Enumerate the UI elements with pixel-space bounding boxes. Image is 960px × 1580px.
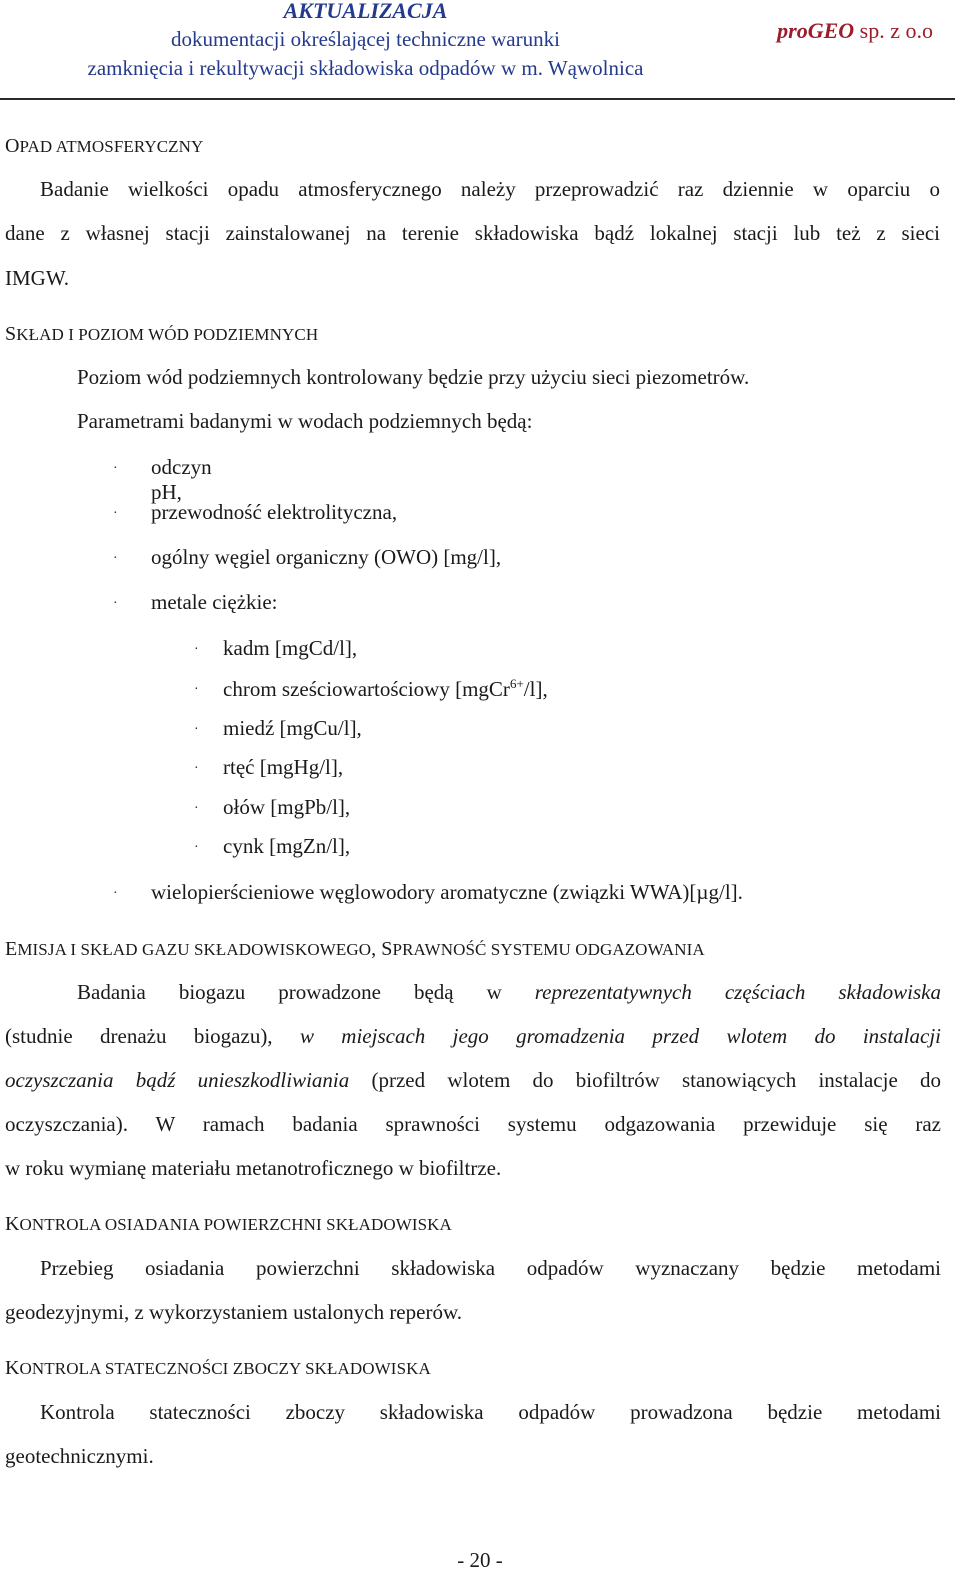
bullet-dot: · — [194, 682, 199, 697]
section-heading-groundwater — [5, 323, 318, 346]
header-subtitle-2: zamknięcia i rekultywacji składowiska odpadów w m. Wąwolnica — [87, 56, 644, 80]
heading-initial: K — [5, 1357, 20, 1379]
paragraph-line: Poziom wód podziemnych kontrolowany będzie przy użyciu sieci piezometrów. — [77, 365, 750, 389]
paragraph-line: IMGW. — [5, 266, 69, 290]
chrom-text: chrom sześciowartościowy [mgCr — [223, 677, 510, 701]
heading-initial: O — [5, 135, 20, 157]
list-item-text: ogólny węgiel organiczny (OWO) [mg/l], — [151, 545, 502, 569]
header-title: AKTUALIZACJA — [283, 0, 448, 23]
heading-rest: MISJA I SKŁAD GAZU SKŁADOWISKOWEGO — [17, 940, 372, 959]
paragraph-line — [5, 1024, 941, 1049]
heading-initial: , S — [371, 938, 393, 960]
bullet-dot: · — [194, 801, 199, 816]
section-heading-gas — [5, 938, 705, 961]
list-item-text: miedź [mgCu/l], — [223, 716, 362, 740]
header-subtitle-1: dokumentacji określającej techniczne warunki — [171, 27, 560, 51]
paragraph-line — [5, 1068, 941, 1093]
heading-initial: S — [5, 323, 17, 345]
company-suffix: sp. z o.o — [854, 18, 933, 43]
heading-initial: E — [5, 938, 18, 960]
list-item-text — [223, 676, 548, 702]
paragraph-line: geotechnicznymi. — [5, 1444, 154, 1468]
paragraph-line: Parametrami badanymi w wodach podziemnych będą: — [77, 409, 533, 433]
bullet-dot: · — [194, 840, 199, 855]
heading-rest: PRAWNOŚĆ SYSTEMU ODGAZOWANIA — [392, 940, 705, 959]
paragraph-line: oczyszczania). W ramach badania sprawności systemu odgazowania przewiduje się raz — [5, 1112, 941, 1136]
page-header — [0, 0, 955, 100]
list-item-text: kadm [mgCd/l], — [223, 636, 358, 660]
heading-rest: KŁAD I POZIOM WÓD PODZIEMNYCH — [16, 325, 319, 344]
bullet-dot: · — [113, 596, 118, 611]
paragraph-line: dane z własnej stacji zainstalowanej na terenie składowiska bądź lokalnej stacji lub też z sieci — [5, 221, 940, 245]
bullet-dot: · — [113, 886, 118, 901]
list-item-text: odczyn pH, — [151, 455, 212, 504]
bullet-dot: · — [113, 551, 118, 566]
heading-initial: K — [5, 1213, 20, 1235]
italic-run: oczyszczania bądź unieszkodliwiania — [5, 1068, 350, 1092]
section-heading-stability — [5, 1357, 431, 1380]
paragraph-line: w roku wymianę materiału metanotroficznego w biofiltrze. — [5, 1156, 502, 1180]
text-run: (przed wlotem do biofiltrów stanowiących instalacje do — [349, 1068, 941, 1092]
text-run: (studnie drenażu biogazu), — [5, 1024, 300, 1048]
bullet-dot: · — [113, 461, 118, 476]
paragraph-line: Przebieg osiadania powierzchni składowiska odpadów wyznaczany będzie metodami — [40, 1256, 941, 1280]
chrom-superscript: 6+ — [509, 676, 524, 691]
paragraph-line — [77, 980, 941, 1005]
list-item-text: metale ciężkie: — [151, 590, 278, 614]
paragraph-line: Badanie wielkości opadu atmosferycznego należy przeprowadzić raz dziennie w oparciu o — [40, 177, 940, 201]
company-name — [777, 18, 933, 44]
heading-rest: ONTROLA OSIADANIA POWIERZCHNI SKŁADOWISKA — [19, 1215, 452, 1234]
bullet-dot: · — [194, 642, 199, 657]
paragraph-line: geodezyjnymi, z wykorzystaniem ustalonych reperów. — [5, 1300, 462, 1324]
bullet-dot: · — [194, 722, 199, 737]
italic-run: reprezentatywnych częściach składowiska — [534, 980, 941, 1004]
page-number: - 20 - — [457, 1548, 503, 1572]
heading-rest: ONTROLA STATECZNOŚCI ZBOCZY SKŁADOWISKA — [19, 1359, 431, 1378]
list-item-text: ołów [mgPb/l], — [223, 795, 351, 819]
chrom-unit-end: /l], — [523, 677, 548, 701]
list-item-text: wielopierścieniowe węglowodory aromatyczne (związki WWA)[µg/l]. — [151, 880, 743, 904]
text-run: Badania biogazu prowadzone będą w — [77, 980, 535, 1004]
list-item-text: cynk [mgZn/l], — [223, 834, 351, 858]
bullet-dot: · — [194, 761, 199, 776]
bullet-dot: · — [113, 506, 118, 521]
section-heading-precipitation — [5, 135, 203, 158]
company-brand: proGEO — [777, 18, 855, 43]
list-item-text: rtęć [mgHg/l], — [223, 755, 344, 779]
italic-run: w miejscach jego gromadzenia przed wlotem do instalacji — [299, 1024, 941, 1048]
paragraph-line: Kontrola stateczności zboczy składowiska odpadów prowadzona będzie metodami — [40, 1400, 941, 1424]
section-heading-settlement — [5, 1213, 452, 1236]
list-item-text: przewodność elektrolityczna, — [151, 500, 398, 524]
heading-rest: PAD ATMOSFERYCZNY — [19, 137, 204, 156]
